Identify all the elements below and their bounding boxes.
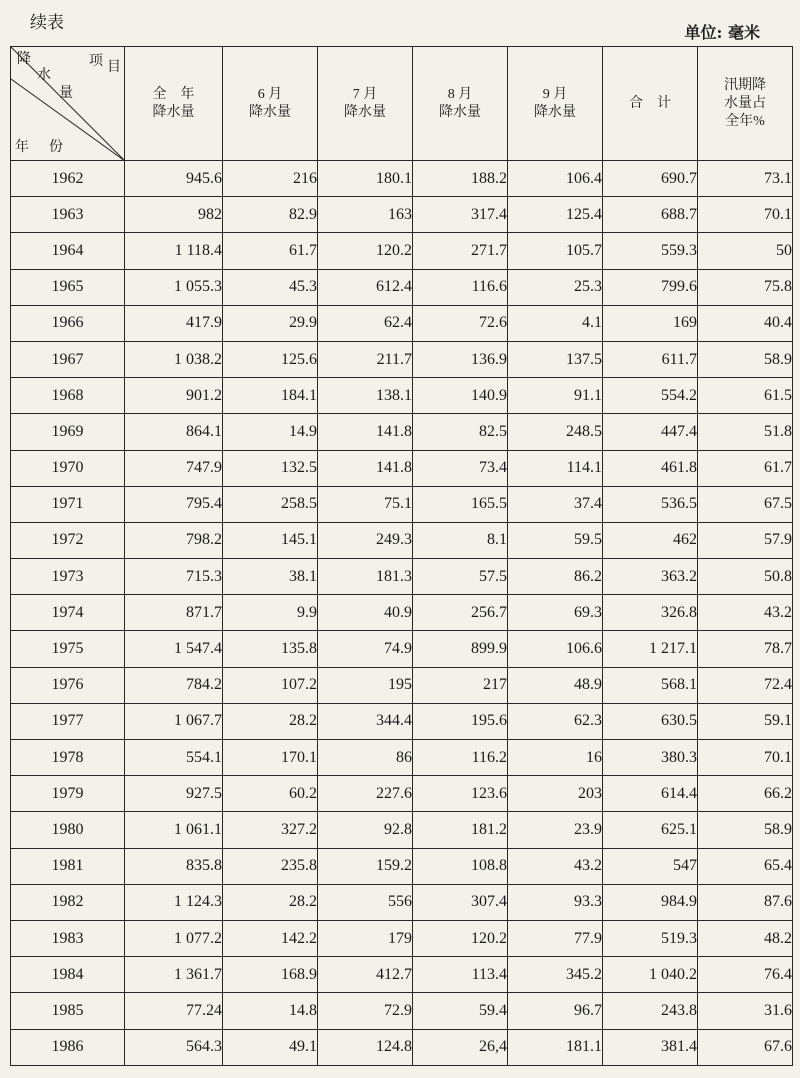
value-cell: 611.7 [603, 341, 698, 377]
year-cell: 1965 [11, 269, 125, 305]
col-header-line: 合 计 [629, 95, 671, 111]
value-cell: 67.6 [698, 1029, 793, 1065]
table-row [11, 522, 793, 558]
value-cell: 984.9 [603, 884, 698, 920]
value-cell: 93.3 [508, 884, 603, 920]
col-header [125, 47, 223, 161]
value-cell: 72.6 [413, 305, 508, 341]
col-header-line: 9 月 [542, 86, 568, 102]
value-cell: 345.2 [508, 957, 603, 993]
value-cell: 26,4 [413, 1029, 508, 1065]
value-cell: 86.2 [508, 559, 603, 595]
value-cell: 1 124.3 [125, 884, 223, 920]
col-header-line: 降水量 [439, 104, 481, 120]
value-cell: 625.1 [603, 812, 698, 848]
year-cell: 1977 [11, 703, 125, 739]
value-cell: 76.4 [698, 957, 793, 993]
value-cell: 630.5 [603, 703, 698, 739]
value-cell: 547 [603, 848, 698, 884]
value-cell: 170.1 [223, 740, 318, 776]
year-cell: 1986 [11, 1029, 125, 1065]
value-cell: 91.1 [508, 378, 603, 414]
value-cell: 40.9 [318, 595, 413, 631]
year-cell: 1984 [11, 957, 125, 993]
value-cell: 57.9 [698, 522, 793, 558]
value-cell: 8.1 [413, 522, 508, 558]
value-cell: 82.9 [223, 197, 318, 233]
value-cell: 326.8 [603, 595, 698, 631]
value-cell: 188.2 [413, 161, 508, 197]
value-cell: 37.4 [508, 486, 603, 522]
value-cell: 72.9 [318, 993, 413, 1029]
table-row [11, 559, 793, 595]
value-cell: 381.4 [603, 1029, 698, 1065]
value-cell: 248.5 [508, 414, 603, 450]
value-cell: 447.4 [603, 414, 698, 450]
value-cell: 106.4 [508, 161, 603, 197]
value-cell: 123.6 [413, 776, 508, 812]
value-cell: 1 217.1 [603, 631, 698, 667]
value-cell: 227.6 [318, 776, 413, 812]
value-cell: 61.5 [698, 378, 793, 414]
value-cell: 195 [318, 667, 413, 703]
table-row [11, 631, 793, 667]
table-row [11, 305, 793, 341]
value-cell: 141.8 [318, 450, 413, 486]
value-cell: 612.4 [318, 269, 413, 305]
value-cell: 31.6 [698, 993, 793, 1029]
value-cell: 124.8 [318, 1029, 413, 1065]
value-cell: 195.6 [413, 703, 508, 739]
value-cell: 180.1 [318, 161, 413, 197]
value-cell: 564.3 [125, 1029, 223, 1065]
table-row [11, 740, 793, 776]
table-row [11, 848, 793, 884]
value-cell: 864.1 [125, 414, 223, 450]
value-cell: 217 [413, 667, 508, 703]
value-cell: 61.7 [223, 233, 318, 269]
table-row [11, 812, 793, 848]
value-cell: 120.2 [413, 920, 508, 956]
col-header-line: 降水量 [152, 104, 195, 120]
value-cell: 86 [318, 740, 413, 776]
value-cell: 327.2 [223, 812, 318, 848]
value-cell: 77.24 [125, 993, 223, 1029]
table-row [11, 378, 793, 414]
value-cell: 141.8 [318, 414, 413, 450]
value-cell: 945.6 [125, 161, 223, 197]
value-cell: 45.3 [223, 269, 318, 305]
value-cell: 106.6 [508, 631, 603, 667]
value-cell: 363.2 [603, 559, 698, 595]
value-cell: 1 118.4 [125, 233, 223, 269]
corner-char: 降 [17, 52, 31, 67]
corner-char: 目 [107, 60, 121, 75]
col-header-line: 汛期降 [724, 77, 766, 93]
table-row [11, 595, 793, 631]
col-header-line: 降水量 [534, 104, 576, 120]
value-cell: 181.2 [413, 812, 508, 848]
value-cell: 62.4 [318, 305, 413, 341]
value-cell: 163 [318, 197, 413, 233]
year-cell: 1973 [11, 559, 125, 595]
value-cell: 59.5 [508, 522, 603, 558]
value-cell: 179 [318, 920, 413, 956]
value-cell: 48.9 [508, 667, 603, 703]
value-cell: 60.2 [223, 776, 318, 812]
value-cell: 1 055.3 [125, 269, 223, 305]
value-cell: 43.2 [698, 595, 793, 631]
value-cell: 1 038.2 [125, 341, 223, 377]
table-row [11, 233, 793, 269]
value-cell: 1 067.7 [125, 703, 223, 739]
value-cell: 135.8 [223, 631, 318, 667]
value-cell: 181.1 [508, 1029, 603, 1065]
value-cell: 116.6 [413, 269, 508, 305]
value-cell: 142.2 [223, 920, 318, 956]
col-header-line: 降水量 [344, 104, 386, 120]
table-row [11, 667, 793, 703]
value-cell: 798.2 [125, 522, 223, 558]
value-cell: 138.1 [318, 378, 413, 414]
value-cell: 108.8 [413, 848, 508, 884]
value-cell: 159.2 [318, 848, 413, 884]
value-cell: 137.5 [508, 341, 603, 377]
table-row [11, 341, 793, 377]
value-cell: 59.4 [413, 993, 508, 1029]
value-cell: 1 061.1 [125, 812, 223, 848]
value-cell: 184.1 [223, 378, 318, 414]
col-header [223, 47, 318, 161]
col-header-line: 8 月 [447, 86, 473, 102]
table-row [11, 993, 793, 1029]
value-cell: 982 [125, 197, 223, 233]
year-cell: 1972 [11, 522, 125, 558]
rainfall-table [10, 46, 793, 1066]
value-cell: 70.1 [698, 197, 793, 233]
table-row [11, 414, 793, 450]
value-cell: 75.8 [698, 269, 793, 305]
table-row [11, 884, 793, 920]
value-cell: 113.4 [413, 957, 508, 993]
value-cell: 114.1 [508, 450, 603, 486]
value-cell: 125.6 [223, 341, 318, 377]
value-cell: 1 361.7 [125, 957, 223, 993]
year-cell: 1967 [11, 341, 125, 377]
value-cell: 344.4 [318, 703, 413, 739]
value-cell: 57.5 [413, 559, 508, 595]
value-cell: 23.9 [508, 812, 603, 848]
value-cell: 145.1 [223, 522, 318, 558]
value-cell: 16 [508, 740, 603, 776]
unit-label: 单位: 毫米 [684, 23, 760, 42]
col-header [508, 47, 603, 161]
corner-char: 水 [37, 68, 51, 83]
value-cell: 249.3 [318, 522, 413, 558]
value-cell: 69.3 [508, 595, 603, 631]
value-cell: 132.5 [223, 450, 318, 486]
year-cell: 1976 [11, 667, 125, 703]
corner-char: 量 [59, 86, 73, 101]
year-cell: 1979 [11, 776, 125, 812]
corner-header-cell [11, 47, 125, 161]
value-cell: 688.7 [603, 197, 698, 233]
value-cell: 73.1 [698, 161, 793, 197]
value-cell: 75.1 [318, 486, 413, 522]
value-cell: 165.5 [413, 486, 508, 522]
value-cell: 96.7 [508, 993, 603, 1029]
year-cell: 1980 [11, 812, 125, 848]
value-cell: 38.1 [223, 559, 318, 595]
value-cell: 78.7 [698, 631, 793, 667]
value-cell: 556 [318, 884, 413, 920]
year-cell: 1978 [11, 740, 125, 776]
value-cell: 568.1 [603, 667, 698, 703]
value-cell: 536.5 [603, 486, 698, 522]
year-cell: 1969 [11, 414, 125, 450]
col-header-line: 全年% [725, 113, 765, 129]
year-cell: 1983 [11, 920, 125, 956]
value-cell: 1 040.2 [603, 957, 698, 993]
value-cell: 48.2 [698, 920, 793, 956]
value-cell: 40.4 [698, 305, 793, 341]
year-cell: 1966 [11, 305, 125, 341]
value-cell: 43.2 [508, 848, 603, 884]
col-header-line: 全 年 [152, 86, 195, 102]
value-cell: 136.9 [413, 341, 508, 377]
table-row [11, 161, 793, 197]
value-cell: 14.8 [223, 993, 318, 1029]
value-cell: 462 [603, 522, 698, 558]
value-cell: 211.7 [318, 341, 413, 377]
year-cell: 1970 [11, 450, 125, 486]
table-row [11, 957, 793, 993]
value-cell: 25.3 [508, 269, 603, 305]
value-cell: 58.9 [698, 341, 793, 377]
year-cell: 1985 [11, 993, 125, 1029]
value-cell: 258.5 [223, 486, 318, 522]
value-cell: 72.4 [698, 667, 793, 703]
value-cell: 271.7 [413, 233, 508, 269]
value-cell: 559.3 [603, 233, 698, 269]
value-cell: 65.4 [698, 848, 793, 884]
year-cell: 1963 [11, 197, 125, 233]
col-header-line: 6 月 [257, 86, 283, 102]
value-cell: 74.9 [318, 631, 413, 667]
value-cell: 795.4 [125, 486, 223, 522]
col-header [413, 47, 508, 161]
value-cell: 614.4 [603, 776, 698, 812]
table-row [11, 450, 793, 486]
value-cell: 747.9 [125, 450, 223, 486]
value-cell: 29.9 [223, 305, 318, 341]
page-header [0, 0, 800, 46]
value-cell: 901.2 [125, 378, 223, 414]
value-cell: 59.1 [698, 703, 793, 739]
value-cell: 9.9 [223, 595, 318, 631]
value-cell: 307.4 [413, 884, 508, 920]
value-cell: 4.1 [508, 305, 603, 341]
year-cell: 1981 [11, 848, 125, 884]
value-cell: 28.2 [223, 884, 318, 920]
value-cell: 1 547.4 [125, 631, 223, 667]
value-cell: 50.8 [698, 559, 793, 595]
col-header-line: 7 月 [352, 86, 378, 102]
year-cell: 1964 [11, 233, 125, 269]
year-cell: 1962 [11, 161, 125, 197]
value-cell: 235.8 [223, 848, 318, 884]
value-cell: 58.9 [698, 812, 793, 848]
col-header-line: 降水量 [249, 104, 291, 120]
value-cell: 49.1 [223, 1029, 318, 1065]
year-cell: 1974 [11, 595, 125, 631]
value-cell: 125.4 [508, 197, 603, 233]
value-cell: 140.9 [413, 378, 508, 414]
value-cell: 417.9 [125, 305, 223, 341]
value-cell: 62.3 [508, 703, 603, 739]
col-header [318, 47, 413, 161]
value-cell: 105.7 [508, 233, 603, 269]
value-cell: 799.6 [603, 269, 698, 305]
table-row [11, 269, 793, 305]
value-cell: 168.9 [223, 957, 318, 993]
value-cell: 690.7 [603, 161, 698, 197]
value-cell: 1 077.2 [125, 920, 223, 956]
value-cell: 554.1 [125, 740, 223, 776]
value-cell: 51.8 [698, 414, 793, 450]
value-cell: 715.3 [125, 559, 223, 595]
value-cell: 519.3 [603, 920, 698, 956]
value-cell: 70.1 [698, 740, 793, 776]
corner-char: 项 [89, 54, 103, 69]
year-cell: 1971 [11, 486, 125, 522]
table-body [11, 161, 793, 1066]
value-cell: 927.5 [125, 776, 223, 812]
col-header [698, 47, 793, 161]
value-cell: 116.2 [413, 740, 508, 776]
value-cell: 256.7 [413, 595, 508, 631]
value-cell: 77.9 [508, 920, 603, 956]
corner-char: 份 [49, 140, 63, 155]
value-cell: 181.3 [318, 559, 413, 595]
value-cell: 380.3 [603, 740, 698, 776]
col-header [603, 47, 698, 161]
table-row [11, 197, 793, 233]
value-cell: 784.2 [125, 667, 223, 703]
value-cell: 66.2 [698, 776, 793, 812]
table-row [11, 920, 793, 956]
year-cell: 1968 [11, 378, 125, 414]
value-cell: 243.8 [603, 993, 698, 1029]
value-cell: 107.2 [223, 667, 318, 703]
value-cell: 203 [508, 776, 603, 812]
value-cell: 835.8 [125, 848, 223, 884]
value-cell: 87.6 [698, 884, 793, 920]
year-cell: 1975 [11, 631, 125, 667]
table-row [11, 486, 793, 522]
year-cell: 1982 [11, 884, 125, 920]
value-cell: 50 [698, 233, 793, 269]
table-row [11, 703, 793, 739]
continued-label: 续表 [30, 13, 64, 33]
value-cell: 82.5 [413, 414, 508, 450]
col-header-line: 水量占 [724, 95, 766, 111]
value-cell: 73.4 [413, 450, 508, 486]
value-cell: 899.9 [413, 631, 508, 667]
table-row [11, 1029, 793, 1065]
value-cell: 67.5 [698, 486, 793, 522]
value-cell: 317.4 [413, 197, 508, 233]
value-cell: 28.2 [223, 703, 318, 739]
value-cell: 412.7 [318, 957, 413, 993]
value-cell: 120.2 [318, 233, 413, 269]
value-cell: 14.9 [223, 414, 318, 450]
value-cell: 554.2 [603, 378, 698, 414]
table-row [11, 776, 793, 812]
value-cell: 61.7 [698, 450, 793, 486]
value-cell: 871.7 [125, 595, 223, 631]
corner-char: 年 [15, 140, 29, 155]
value-cell: 216 [223, 161, 318, 197]
table-header-row [11, 47, 793, 161]
value-cell: 461.8 [603, 450, 698, 486]
value-cell: 92.8 [318, 812, 413, 848]
value-cell: 169 [603, 305, 698, 341]
